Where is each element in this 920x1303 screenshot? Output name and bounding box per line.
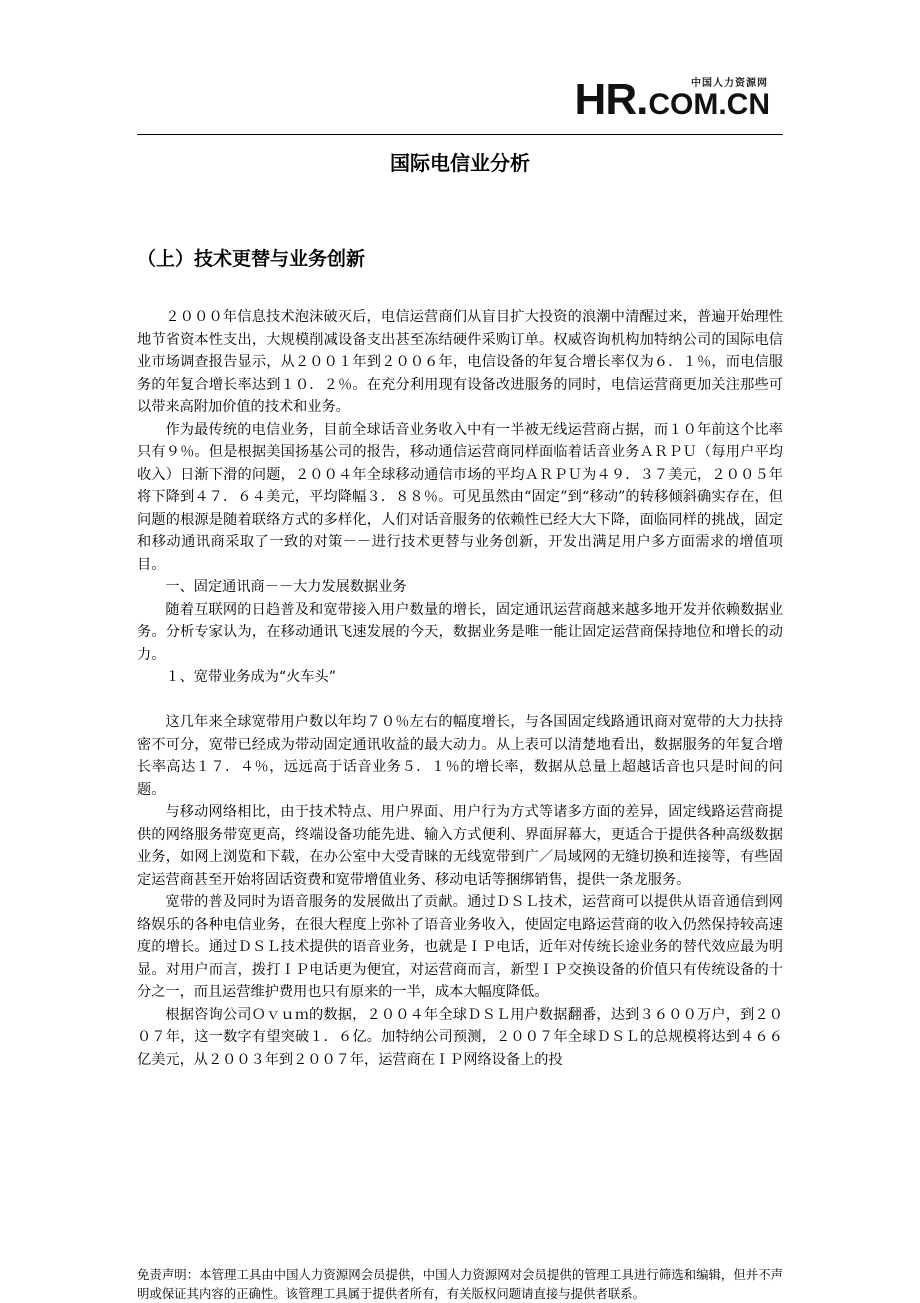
paragraph-2: 作为最传统的电信业务，目前全球话音业务收入中有一半被无线运营商占据，而１０年前这个比率只有９％。但是根据美国扬基公司的报告，移动通信运营商同样面临着话音业务ＡＲＰＵ（每用户平均收入）日渐下滑的问题，２００４年全球移动通信市场的平均ＡＲＰＵ为４９．３７美元，２００５年将下降到４７．６４美元，平均降幅３．８８％。可见虽然由“固定”到“移动”的转移倾斜确实存在，但问题的根源是随着联络方式的多样化，人们对话音服务的依赖性已经大大下降，面临同样的挑战，固定和移动通讯商采取了一致的对策－－进行技术更替与业务创新，开发出满足用户多方面需求的增值项目。 [137,421,783,573]
section-heading: （上）技术更替与业务创新 [137,248,366,270]
logo-hr: HR [574,75,637,124]
logo-chinese-text: 中国人力资源网 [691,78,768,89]
paragraph-1: ２０００年信息技术泡沫破灭后，电信运营商们从盲目扩大投资的浪潮中清醒过来，普遍开始理性地节省资本性支出，大规模削减设备支出甚至冻结硬件采购订单。权威咨询机构加特纳公司的国际电信业市场调查报告显示，从２００１年到２００６年，电信设备的年复合增长率仅为６．１％，而电信服务的年复合增长率达到１０．２％。在充分利用现有设备改进服务的同时，电信运营商更加关注那些可以带来高附加价值的技术和业务。 [137,309,783,415]
paragraph-3: 随着互联网的日趋普及和宽带接入用户数量的增长，固定通讯运营商越来越多地开发并依赖数据业务。分析专家认为，在移动通讯飞速发展的今天，数据业务是唯一能让固定运营商保持地位和增长的动力。 [137,601,783,663]
paragraph-4: 这几年来全球宽带用户数以年均７０％左右的幅度增长，与各国固定线路通讯商对宽带的大力扶持密不可分，宽带已经成为带动固定通讯收益的最大动力。从上表可以清楚地看出，数据服务的年复合增长率高达１７．４％，远远高于话音业务５．１％的增长率，数据从总量上超越话音也只是时间的问题。 [137,714,783,798]
document-body [137,306,783,1071]
logo-domain: COM.CN [648,88,770,121]
site-logo [550,72,770,122]
logo-dot: . [636,75,649,124]
paragraph-6: 宽带的普及同时为语音服务的发展做出了贡献。通过ＤＳＬ技术，运营商可以提供从语音通信到网络娱乐的各种电信业务，在很大程度上弥补了语音业务收入，使固定电路运营商的收入仍然保持较高速度的增长。通过ＤＳＬ技术提供的语音业务，也就是ＩＰ电话，近年对传统长途业务的替代效应最为明显。对用户而言，拨打ＩＰ电话更为便宜，对运营商而言，新型ＩＰ交换设备的价值只有传统设备的十分之一，而且运营维护费用也只有原来的一半，成本大幅度降低。 [137,894,783,1000]
paragraph-5: 与移动网络相比，由于技术特点、用户界面、用户行为方式等诸多方面的差异，固定线路运营商提供的网络服务带宽更高，终端设备功能先进、输入方式便利、界面屏幕大，更适合于提供各种高级数据业务，如网上浏览和下载，在办公室中大受青睐的无线宽带到广／局域网的无缝切换和连接等，有些固定运营商甚至开始将固话资费和宽带增值业务、移动电话等捆绑销售，提供一条龙服务。 [137,804,783,888]
logo-wordmark [574,75,770,124]
disclaimer-footer: 免责声明：本管理工具由中国人力资源网会员提供，中国人力资源网对会员提供的管理工具进行筛选和编辑，但并不声明或保证其内容的正确性。该管理工具属于提供者所有，有关版权问题请直接与提供者联系。 [137,1267,783,1301]
heading-broadband: １、宽带业务成为“火车头” [165,669,336,685]
header-rule [137,134,783,135]
page-title: 国际电信业分析 [390,151,530,175]
paragraph-7: 根据咨询公司Ｏｖｕｍ的数据，２００４年全球ＤＳＬ用户数据翻番，达到３６００万户，到２００７年，这一数字有望突破１．６亿。加特纳公司预测，２００７年全球ＤＳＬ的总规模将达到４６６亿美元，从２００３年到２００７年，运营商在ＩＰ网络设备上的投 [137,1006,783,1068]
heading-fixed-carriers: 一、固定通讯商－－大力发展数据业务 [165,579,407,595]
